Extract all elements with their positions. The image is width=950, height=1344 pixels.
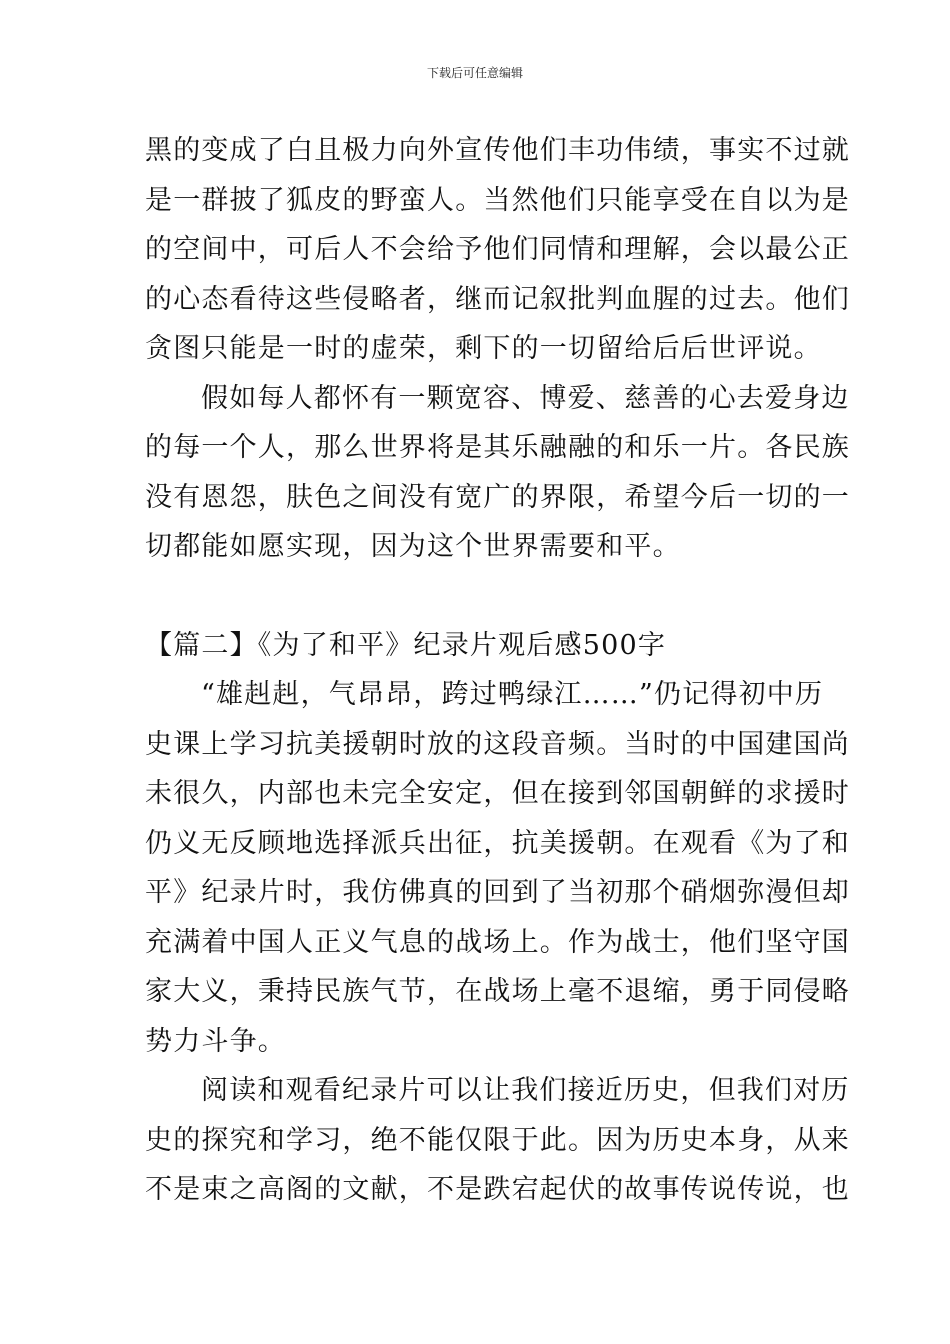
- paragraph-4: [145, 1066, 850, 1215]
- paragraph-1: [145, 126, 850, 374]
- text-line: “雄赳赳，气昂昂，跨过鸭绿江……”仍记得初中历: [201, 679, 824, 710]
- page-header: 下载后可任意编辑: [426, 66, 523, 80]
- text-line: 贪图只能是一时的虚荣，剩下的一切留给后后世评说。: [145, 333, 822, 364]
- text-line: 势力斗争。: [145, 1025, 286, 1057]
- text-line: 史课上学习抗美援朝时放的这段音频。当时的中国建国尚: [145, 728, 850, 760]
- text-line: 平》纪录片时，我仿佛真的回到了当初那个硝烟弥漫但却: [145, 877, 850, 908]
- text-line: 没有恩怨，肤色之间没有宽广的界限，希望今后一切的一: [145, 481, 850, 513]
- section-heading: 【篇二】《为了和平》纪录片观后感500字: [145, 629, 667, 661]
- text-line: 史的探究和学习，绝不能仅限于此。因为历史本身，从来: [145, 1124, 850, 1156]
- text-line: 未很久，内部也未完全安定，但在接到邻国朝鲜的求援时: [145, 778, 850, 809]
- text-line: 家大义，秉持民族气节，在战场上毫不退缩，勇于同侵略: [145, 976, 850, 1007]
- text-line: 是一群披了狐皮的野蛮人。当然他们只能享受在自以为是: [145, 184, 850, 216]
- blank-line: [145, 572, 810, 621]
- text-line: 切都能如愿实现，因为这个世界需要和平。: [145, 531, 681, 562]
- text-line: 的每一个人，那么世界将是其乐融融的和乐一片。各民族: [145, 432, 850, 463]
- paragraph-3: [145, 670, 850, 1066]
- text-line: 假如每人都怀有一颗宽容、博爱、慈善的心去爱身边: [201, 382, 850, 414]
- text-line: 的心态看待这些侵略者，继而记叙批判血腥的过去。他们: [145, 283, 850, 315]
- text-line: 的空间中，可后人不会给予他们同情和理解，会以最公正: [145, 234, 850, 265]
- document-body: [145, 126, 850, 1215]
- paragraph-2: [145, 374, 850, 572]
- text-line: 阅读和观看纪录片可以让我们接近历史，但我们对历: [201, 1075, 850, 1106]
- text-line: 仍义无反顾地选择派兵出征，抗美援朝。在观看《为了和: [145, 827, 850, 859]
- text-line: 黑的变成了白且极力向外宣传他们丰功伟绩，事实不过就: [145, 135, 850, 166]
- text-line: 充满着中国人正义气息的战场上。作为战士，他们坚守国: [145, 926, 850, 958]
- text-line: 不是束之高阁的文献，不是跌宕起伏的故事传说传说，也: [145, 1174, 850, 1205]
